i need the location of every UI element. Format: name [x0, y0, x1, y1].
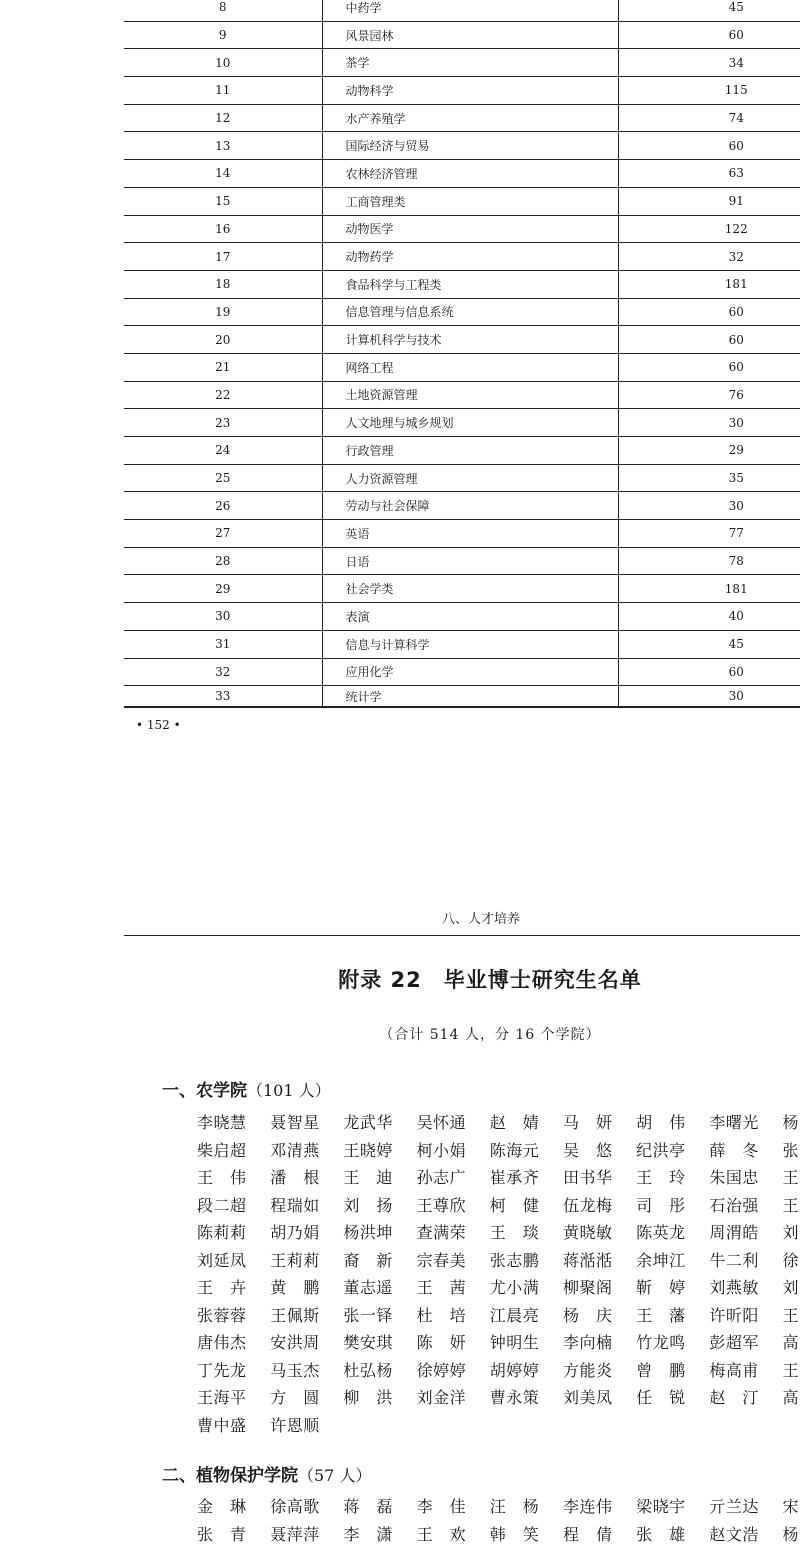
row-number-cell: 15 [124, 187, 322, 215]
row-number-cell: 23 [124, 409, 322, 437]
graduate-name: 王 琰 [490, 1220, 563, 1243]
graduate-name: 赵 婧 [490, 1110, 563, 1133]
graduate-name: 赵文浩 [709, 1522, 782, 1545]
table-row [124, 492, 800, 520]
name-row [197, 1385, 800, 1413]
major-name-cell: 统计学 [322, 686, 618, 708]
table-row [124, 132, 800, 160]
graduate-name: 宗春美 [417, 1248, 490, 1271]
major-name-cell: 食品科学与工程类 [322, 270, 618, 298]
graduate-name: 王佩斯 [270, 1303, 343, 1326]
major-name-cell: 英语 [322, 520, 618, 548]
graduate-name: 柳聚阁 [563, 1275, 636, 1298]
student-count-cell: 122 [618, 215, 800, 243]
table-row [124, 160, 800, 188]
graduate-name: 杨 [783, 1522, 800, 1545]
graduate-name: 杨洪坤 [343, 1220, 416, 1243]
table-row [124, 547, 800, 575]
graduate-name: 方 圆 [270, 1385, 343, 1408]
major-name-cell: 土地资源管理 [322, 381, 618, 409]
major-name-cell: 表演 [322, 603, 618, 631]
graduate-name: 任 锐 [636, 1385, 709, 1408]
section-name: 一、农学院 [162, 1081, 247, 1101]
table-row [124, 603, 800, 631]
graduate-name: 刘 [783, 1220, 800, 1243]
page-number: • 152 • [136, 718, 181, 732]
graduate-name: 刘 [783, 1275, 800, 1298]
graduate-name: 刘延凤 [197, 1248, 270, 1271]
graduate-name: 伍龙梅 [563, 1193, 636, 1216]
graduate-name: 韩 笑 [490, 1522, 563, 1545]
row-number-cell: 33 [124, 686, 322, 708]
graduate-name: 樊安琪 [343, 1330, 416, 1353]
table-row [124, 298, 800, 326]
major-name-cell: 应用化学 [322, 658, 618, 686]
major-name-cell: 中药学 [322, 0, 618, 21]
graduate-name: 李连伟 [563, 1494, 636, 1517]
graduate-name: 薛 冬 [709, 1138, 782, 1161]
graduate-name: 刘金洋 [417, 1385, 490, 1408]
student-count-cell: 60 [618, 658, 800, 686]
graduate-name: 王 藩 [636, 1303, 709, 1326]
graduate-name: 彭超军 [709, 1330, 782, 1353]
graduate-name: 董志遥 [343, 1275, 416, 1298]
graduate-name: 竹龙鸣 [636, 1330, 709, 1353]
student-count-cell: 60 [618, 326, 800, 354]
major-name-cell: 国际经济与贸易 [322, 132, 618, 160]
major-name-cell: 人文地理与城乡规划 [322, 409, 618, 437]
student-count-cell: 78 [618, 547, 800, 575]
table-row [124, 409, 800, 437]
graduate-name: 张蓉蓉 [197, 1303, 270, 1326]
student-count-cell: 30 [618, 492, 800, 520]
graduate-name: 杨 [783, 1110, 800, 1133]
graduate-name: 马 妍 [563, 1110, 636, 1133]
graduate-name: 刘燕敏 [709, 1275, 782, 1298]
major-name-cell: 农林经济管理 [322, 160, 618, 188]
graduate-name: 刘美凤 [563, 1385, 636, 1408]
graduate-name: 靳 婷 [636, 1275, 709, 1298]
name-row [197, 1522, 800, 1549]
major-name-cell: 动物药学 [322, 243, 618, 271]
graduate-name: 李 潇 [343, 1522, 416, 1545]
graduate-name: 司 彤 [636, 1193, 709, 1216]
name-row [197, 1110, 800, 1138]
graduate-name: 黄晓敏 [563, 1220, 636, 1243]
name-row [197, 1303, 800, 1331]
section-name: 二、植物保护学院 [162, 1466, 298, 1486]
student-count-cell: 60 [618, 353, 800, 381]
graduate-name: 江晨亮 [490, 1303, 563, 1326]
graduate-name: 孙志广 [417, 1165, 490, 1188]
graduate-name: 蒋湉湉 [563, 1248, 636, 1271]
table-row [124, 215, 800, 243]
graduate-name: 聂萍萍 [270, 1522, 343, 1545]
student-count-cell: 115 [618, 77, 800, 105]
graduate-name: 金 琳 [197, 1494, 270, 1517]
table-row [124, 77, 800, 105]
row-number-cell: 14 [124, 160, 322, 188]
student-count-cell: 76 [618, 381, 800, 409]
row-number-cell: 11 [124, 77, 322, 105]
graduate-name: 周渭皓 [709, 1220, 782, 1243]
student-count-cell: 181 [618, 270, 800, 298]
graduate-name: 查满荣 [417, 1220, 490, 1243]
table-row [124, 353, 800, 381]
graduate-name: 柳 洪 [343, 1385, 416, 1408]
student-count-cell: 32 [618, 243, 800, 271]
graduate-name: 徐婷婷 [417, 1358, 490, 1381]
row-number-cell: 29 [124, 575, 322, 603]
graduate-name: 李 佳 [417, 1494, 490, 1517]
table-row [124, 0, 800, 21]
name-row [197, 1248, 800, 1276]
graduate-name: 程 倩 [563, 1522, 636, 1545]
table-row [124, 243, 800, 271]
graduate-name: 李向楠 [563, 1330, 636, 1353]
row-number-cell: 31 [124, 630, 322, 658]
row-number-cell: 32 [124, 658, 322, 686]
name-row [197, 1165, 800, 1193]
graduate-name-list [197, 1494, 800, 1549]
graduate-name: 石治强 [709, 1193, 782, 1216]
major-name-cell: 风景园林 [322, 21, 618, 49]
graduate-name: 唐伟杰 [197, 1330, 270, 1353]
graduate-name: 张 [783, 1138, 800, 1161]
major-name-cell: 水产养殖学 [322, 104, 618, 132]
graduates-page [0, 900, 800, 1546]
running-head: 八、人才培养 [124, 908, 800, 927]
row-number-cell: 25 [124, 464, 322, 492]
graduate-name: 吴 悠 [563, 1138, 636, 1161]
major-name-cell: 动物科学 [322, 77, 618, 105]
name-row [197, 1358, 800, 1386]
graduate-name: 柴启超 [197, 1138, 270, 1161]
graduate-name: 余坤江 [636, 1248, 709, 1271]
row-number-cell: 20 [124, 326, 322, 354]
graduate-name: 高 [783, 1330, 800, 1353]
table-row [124, 21, 800, 49]
major-name-cell: 信息管理与信息系统 [322, 298, 618, 326]
graduate-name: 高 [783, 1385, 800, 1408]
row-number-cell: 10 [124, 49, 322, 77]
graduate-name: 张 雄 [636, 1522, 709, 1545]
graduate-name: 王 欢 [417, 1522, 490, 1545]
graduate-name: 丁先龙 [197, 1358, 270, 1381]
student-count-cell: 63 [618, 160, 800, 188]
major-name-cell: 计算机科学与技术 [322, 326, 618, 354]
graduate-name: 胡婷婷 [490, 1358, 563, 1381]
table-row [124, 630, 800, 658]
section-count: （101 人） [247, 1081, 331, 1100]
graduate-name: 牛二利 [709, 1248, 782, 1271]
graduate-name: 刘 扬 [343, 1193, 416, 1216]
major-name-cell: 人力资源管理 [322, 464, 618, 492]
graduate-name: 赵 汀 [709, 1385, 782, 1408]
graduate-name: 杨 庆 [563, 1303, 636, 1326]
table-row [124, 437, 800, 465]
major-name-cell: 网络工程 [322, 353, 618, 381]
student-count-cell: 29 [618, 437, 800, 465]
graduate-name: 柯 健 [490, 1193, 563, 1216]
graduate-name: 崔承齐 [490, 1165, 563, 1188]
graduate-name: 杜弘杨 [343, 1358, 416, 1381]
major-name-cell: 动物医学 [322, 215, 618, 243]
name-row [197, 1330, 800, 1358]
graduate-name-list [197, 1110, 800, 1440]
graduate-name: 田书华 [563, 1165, 636, 1188]
graduate-name: 蒋 磊 [343, 1494, 416, 1517]
graduate-name: 王 玲 [636, 1165, 709, 1188]
graduate-name: 王 迪 [343, 1165, 416, 1188]
student-count-cell: 35 [618, 464, 800, 492]
row-number-cell: 8 [124, 0, 322, 21]
majors-table [124, 0, 800, 708]
graduate-name: 张志鹏 [490, 1248, 563, 1271]
row-number-cell: 26 [124, 492, 322, 520]
row-number-cell: 9 [124, 21, 322, 49]
appendix-label: 附录 22 [338, 968, 422, 992]
name-row [197, 1220, 800, 1248]
student-count-cell: 77 [618, 520, 800, 548]
major-name-cell: 劳动与社会保障 [322, 492, 618, 520]
graduate-name: 曹中盛 [197, 1413, 270, 1436]
graduate-name: 李曙光 [709, 1110, 782, 1133]
student-count-cell: 60 [618, 21, 800, 49]
row-number-cell: 16 [124, 215, 322, 243]
major-name-cell: 日语 [322, 547, 618, 575]
graduate-name: 程瑞如 [270, 1193, 343, 1216]
table-row [124, 520, 800, 548]
graduate-name: 邓清燕 [270, 1138, 343, 1161]
graduate-name: 龙武华 [343, 1110, 416, 1133]
graduate-name: 张 青 [197, 1522, 270, 1545]
major-name-cell: 茶学 [322, 49, 618, 77]
row-number-cell: 18 [124, 270, 322, 298]
row-number-cell: 28 [124, 547, 322, 575]
graduate-name: 安洪周 [270, 1330, 343, 1353]
graduate-name: 黄 鹏 [270, 1275, 343, 1298]
graduate-name: 尤小满 [490, 1275, 563, 1298]
graduate-name: 方能炎 [563, 1358, 636, 1381]
row-number-cell: 17 [124, 243, 322, 271]
row-number-cell: 24 [124, 437, 322, 465]
graduate-name: 亓兰达 [709, 1494, 782, 1517]
graduate-name: 聂智星 [270, 1110, 343, 1133]
student-count-cell: 30 [618, 409, 800, 437]
major-name-cell: 社会学类 [322, 575, 618, 603]
table-row [124, 658, 800, 686]
student-count-cell: 60 [618, 298, 800, 326]
graduate-name: 王 [783, 1358, 800, 1381]
graduate-name: 汪 杨 [490, 1494, 563, 1517]
graduate-name: 柯小娟 [417, 1138, 490, 1161]
graduate-name: 王 [783, 1303, 800, 1326]
name-row [197, 1193, 800, 1221]
table-row [124, 381, 800, 409]
graduate-name: 吴怀通 [417, 1110, 490, 1133]
graduate-name: 徐高歌 [270, 1494, 343, 1517]
name-row [197, 1138, 800, 1166]
graduate-name: 陈莉莉 [197, 1220, 270, 1243]
graduate-name: 王晓婷 [343, 1138, 416, 1161]
section-heading [162, 1461, 371, 1486]
name-row [197, 1275, 800, 1303]
student-count-cell: 45 [618, 0, 800, 21]
graduate-name: 裔 新 [343, 1248, 416, 1271]
major-name-cell: 行政管理 [322, 437, 618, 465]
graduate-name: 胡 伟 [636, 1110, 709, 1133]
graduate-name: 王 [783, 1193, 800, 1216]
graduate-name: 王 卉 [197, 1275, 270, 1298]
name-row [197, 1494, 800, 1522]
student-count-cell: 30 [618, 686, 800, 708]
graduate-name: 许恩顺 [270, 1413, 343, 1436]
student-count-cell: 60 [618, 132, 800, 160]
appendix-summary: （合计 514 人，分 16 个学院） [0, 1024, 800, 1044]
graduate-name: 王 茜 [417, 1275, 490, 1298]
row-number-cell: 21 [124, 353, 322, 381]
appendix-title [0, 964, 800, 994]
graduate-name: 宋 [783, 1494, 800, 1517]
table-row [124, 49, 800, 77]
student-count-cell: 40 [618, 603, 800, 631]
graduate-name: 朱国忠 [709, 1165, 782, 1188]
graduate-name: 曾 鹏 [636, 1358, 709, 1381]
graduate-name: 陈 妍 [417, 1330, 490, 1353]
table-row [124, 326, 800, 354]
graduate-name: 纪洪亭 [636, 1138, 709, 1161]
row-number-cell: 13 [124, 132, 322, 160]
appendix-heading: 毕业博士研究生名单 [444, 968, 642, 992]
table-row [124, 104, 800, 132]
graduate-name: 李晓慧 [197, 1110, 270, 1133]
graduate-name: 陈英龙 [636, 1220, 709, 1243]
graduate-name: 张一铎 [343, 1303, 416, 1326]
row-number-cell: 22 [124, 381, 322, 409]
graduate-name: 王 [783, 1165, 800, 1188]
graduate-name: 王 伟 [197, 1165, 270, 1188]
graduate-name: 王海平 [197, 1385, 270, 1408]
row-number-cell: 19 [124, 298, 322, 326]
student-count-cell: 45 [618, 630, 800, 658]
graduate-name: 梁晓宇 [636, 1494, 709, 1517]
table-row [124, 270, 800, 298]
graduate-name: 胡乃娟 [270, 1220, 343, 1243]
table-row [124, 575, 800, 603]
table-row [124, 464, 800, 492]
header-rule [124, 935, 800, 936]
row-number-cell: 30 [124, 603, 322, 631]
student-count-cell: 181 [618, 575, 800, 603]
table-row [124, 686, 800, 708]
row-number-cell: 27 [124, 520, 322, 548]
student-count-cell: 74 [618, 104, 800, 132]
major-name-cell: 工商管理类 [322, 187, 618, 215]
enrollment-table-page [0, 0, 800, 760]
section-count: （57 人） [298, 1466, 371, 1485]
graduate-name: 段二超 [197, 1193, 270, 1216]
graduate-name: 潘 根 [270, 1165, 343, 1188]
graduate-name: 许昕阳 [709, 1303, 782, 1326]
section-heading [162, 1076, 331, 1101]
graduate-name: 钟明生 [490, 1330, 563, 1353]
graduate-name: 王莉莉 [270, 1248, 343, 1271]
row-number-cell: 12 [124, 104, 322, 132]
table-row [124, 187, 800, 215]
student-count-cell: 34 [618, 49, 800, 77]
major-name-cell: 信息与计算科学 [322, 630, 618, 658]
graduate-name: 马玉杰 [270, 1358, 343, 1381]
graduate-name: 徐 [783, 1248, 800, 1271]
graduate-name: 陈海元 [490, 1138, 563, 1161]
graduate-name: 曹永策 [490, 1385, 563, 1408]
graduate-name: 梅高甫 [709, 1358, 782, 1381]
name-row [197, 1413, 800, 1441]
graduate-name: 杜 培 [417, 1303, 490, 1326]
graduate-name: 王尊欣 [417, 1193, 490, 1216]
student-count-cell: 91 [618, 187, 800, 215]
